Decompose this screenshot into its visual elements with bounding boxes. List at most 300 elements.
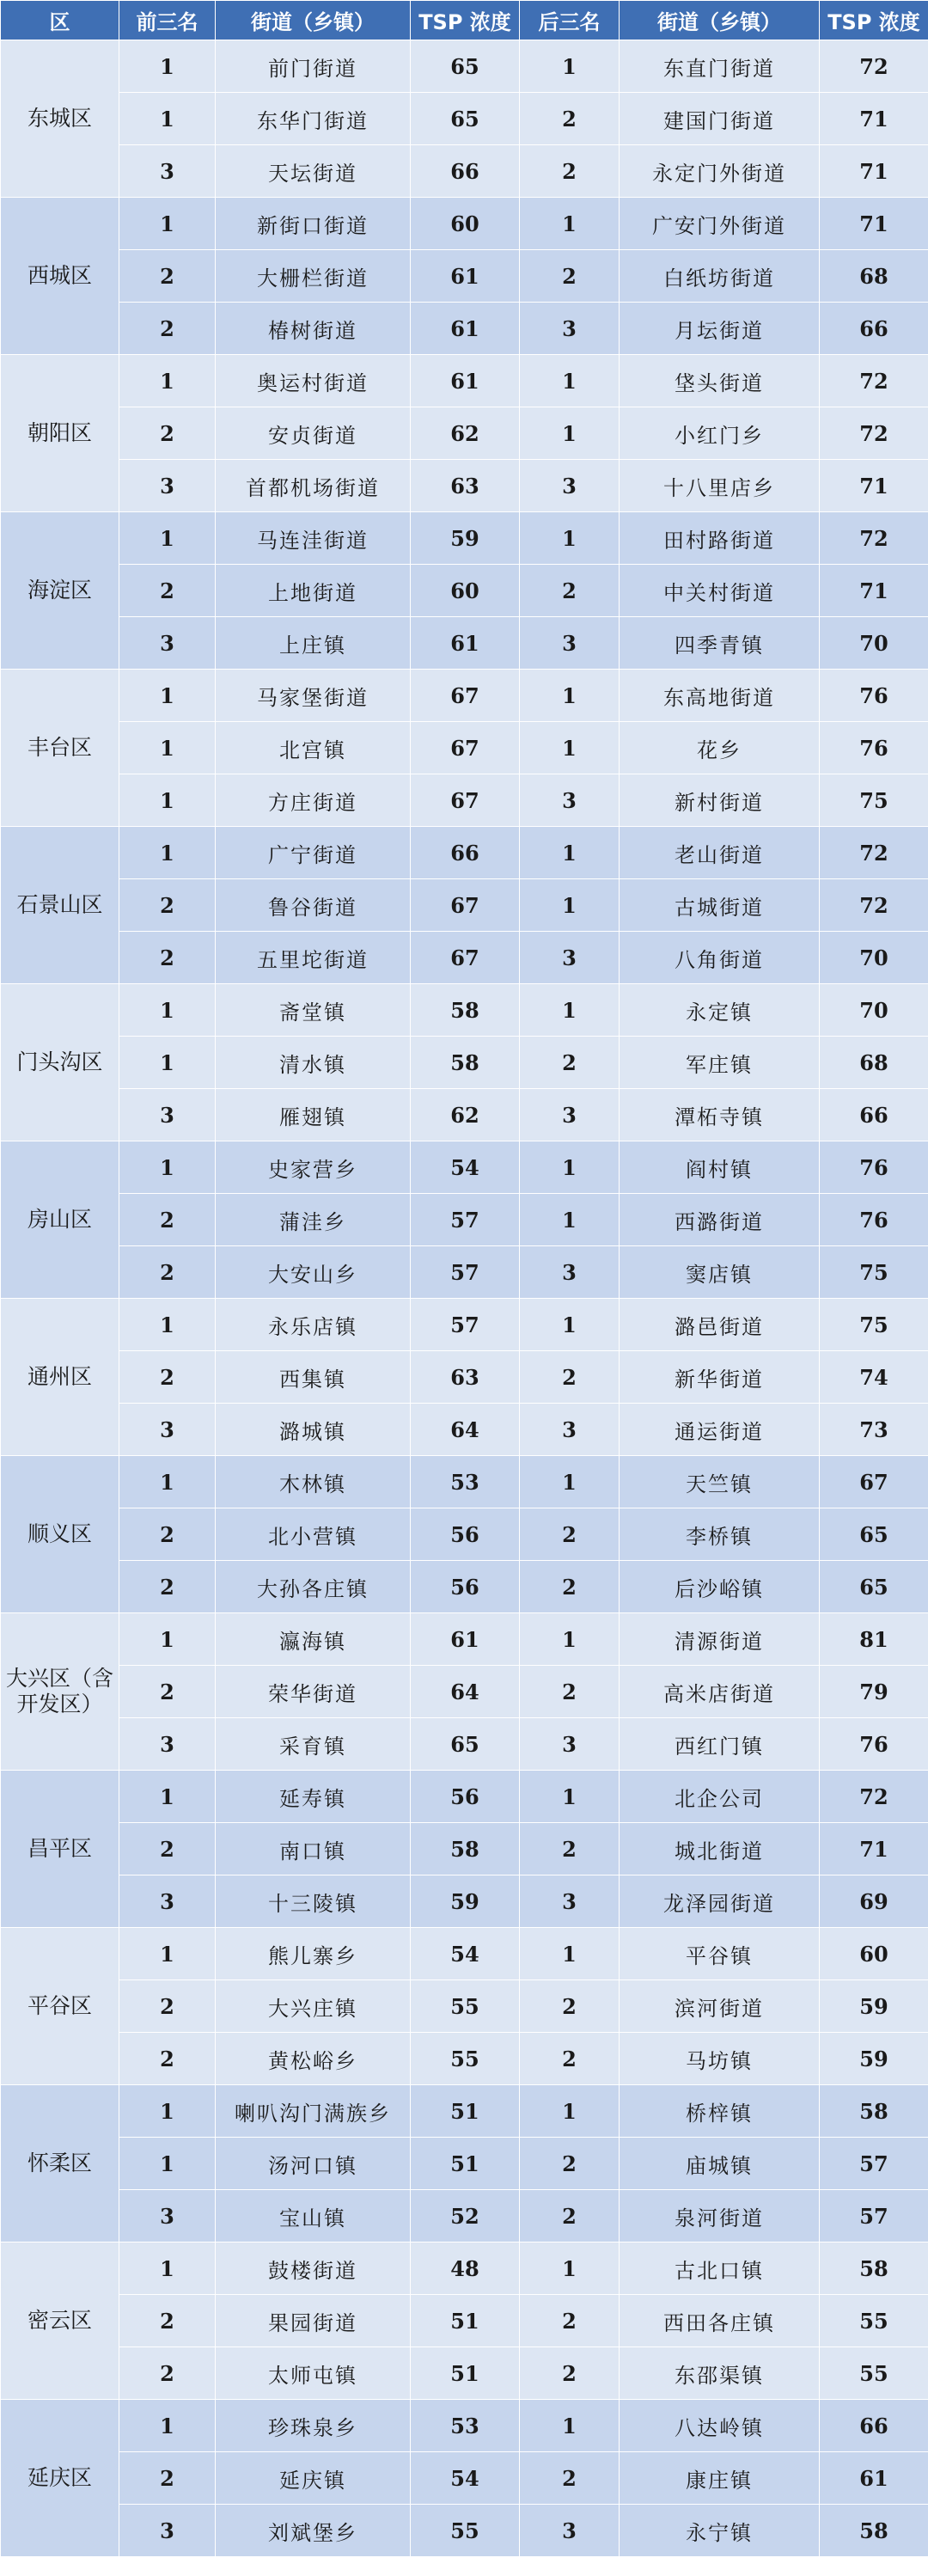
table-row [1,1561,928,1613]
top-tsp-cell: 53 [411,2400,520,2452]
top-tsp-cell: 53 [411,1456,520,1508]
bottom-rank-cell: 2 [520,1351,620,1404]
top-name-cell: 西集镇 [216,1351,411,1404]
top-name-cell: 蒲洼乡 [216,1194,411,1246]
bottom-rank-cell: 1 [520,879,620,932]
top-rank-cell: 2 [119,2295,216,2347]
top-name-cell: 延寿镇 [216,1771,411,1823]
top-name-cell: 太师屯镇 [216,2347,411,2400]
bottom-name-cell: 庙城镇 [620,2138,820,2190]
bottom-rank-cell: 1 [520,2085,620,2138]
top-name-cell: 上庄镇 [216,617,411,670]
bottom-tsp-cell: 58 [820,2243,928,2295]
table-row [1,2400,928,2452]
table-row [1,93,928,145]
bottom-tsp-cell: 58 [820,2085,928,2138]
bottom-rank-cell: 1 [520,2400,620,2452]
district-cell: 丰台区 [1,670,119,827]
top-name-cell: 马连洼街道 [216,512,411,565]
bottom-rank-cell: 2 [520,2190,620,2243]
top-rank-cell: 2 [119,2033,216,2085]
top-name-cell: 五里坨街道 [216,932,411,984]
bottom-tsp-cell: 75 [820,774,928,827]
district-cell: 海淀区 [1,512,119,670]
bottom-name-cell: 永宁镇 [620,2505,820,2557]
bottom-rank-cell: 1 [520,512,620,565]
top-tsp-cell: 61 [411,617,520,670]
bottom-name-cell: 八角街道 [620,932,820,984]
top-rank-cell: 2 [119,1823,216,1875]
bottom-rank-cell: 2 [520,93,620,145]
table-row [1,1037,928,1089]
top-rank-cell: 1 [119,1037,216,1089]
bottom-name-cell: 潞邑街道 [620,1299,820,1351]
top-name-cell: 瀛海镇 [216,1613,411,1666]
bottom-tsp-cell: 61 [820,2452,928,2505]
district-group [1,198,928,355]
top-tsp-cell: 67 [411,670,520,722]
bottom-name-cell: 新华街道 [620,1351,820,1404]
bottom-rank-cell: 3 [520,774,620,827]
top-name-cell: 延庆镇 [216,2452,411,2505]
header-bottom-rank: 后三名 [520,1,620,40]
bottom-tsp-cell: 68 [820,1037,928,1089]
bottom-tsp-cell: 72 [820,407,928,460]
table-row [1,1299,928,1351]
top-rank-cell: 2 [119,1194,216,1246]
district-cell: 怀柔区 [1,2085,119,2243]
top-rank-cell: 3 [119,1404,216,1456]
bottom-tsp-cell: 72 [820,879,928,932]
bottom-tsp-cell: 65 [820,1508,928,1561]
bottom-name-cell: 龙泽园街道 [620,1875,820,1928]
top-rank-cell: 1 [119,198,216,250]
top-rank-cell: 3 [119,145,216,198]
header-top-rank: 前三名 [119,1,216,40]
bottom-name-cell: 新村街道 [620,774,820,827]
bottom-tsp-cell: 59 [820,2033,928,2085]
top-name-cell: 史家营乡 [216,1141,411,1194]
table-row [1,1666,928,1718]
table-row [1,40,928,93]
top-rank-cell: 1 [119,1456,216,1508]
top-tsp-cell: 60 [411,198,520,250]
district-cell: 朝阳区 [1,355,119,512]
bottom-rank-cell: 3 [520,1875,620,1928]
table-row [1,1351,928,1404]
table-row [1,1875,928,1928]
top-tsp-cell: 59 [411,512,520,565]
top-tsp-cell: 55 [411,2505,520,2557]
bottom-tsp-cell: 66 [820,303,928,355]
top-name-cell: 永乐店镇 [216,1299,411,1351]
district-cell: 顺义区 [1,1456,119,1613]
district-group [1,827,928,984]
top-rank-cell: 3 [119,1718,216,1771]
bottom-name-cell: 窦店镇 [620,1246,820,1299]
top-tsp-cell: 62 [411,407,520,460]
top-name-cell: 珍珠泉乡 [216,2400,411,2452]
table-row [1,2505,928,2557]
bottom-rank-cell: 2 [520,1561,620,1613]
top-name-cell: 熊儿寨乡 [216,1928,411,1980]
top-tsp-cell: 54 [411,1928,520,1980]
bottom-rank-cell: 3 [520,1089,620,1141]
top-name-cell: 刘斌堡乡 [216,2505,411,2557]
top-rank-cell: 1 [119,1771,216,1823]
top-tsp-cell: 67 [411,774,520,827]
table-row [1,879,928,932]
top-name-cell: 马家堡街道 [216,670,411,722]
header-top-name: 街道（乡镇） [216,1,411,40]
top-tsp-cell: 51 [411,2347,520,2400]
top-tsp-cell: 64 [411,1404,520,1456]
top-rank-cell: 2 [119,1666,216,1718]
district-group [1,2085,928,2243]
table-row [1,2243,928,2295]
top-rank-cell: 1 [119,2138,216,2190]
bottom-tsp-cell: 55 [820,2295,928,2347]
bottom-tsp-cell: 76 [820,1718,928,1771]
bottom-name-cell: 泉河街道 [620,2190,820,2243]
district-cell: 密云区 [1,2243,119,2400]
top-rank-cell: 2 [119,2347,216,2400]
bottom-name-cell: 西潞街道 [620,1194,820,1246]
top-tsp-cell: 66 [411,827,520,879]
header-bottom-tsp: TSP 浓度 [820,1,928,40]
bottom-name-cell: 白纸坊街道 [620,250,820,303]
bottom-tsp-cell: 76 [820,1194,928,1246]
district-group [1,2243,928,2400]
bottom-name-cell: 中关村街道 [620,565,820,617]
bottom-rank-cell: 1 [520,827,620,879]
top-rank-cell: 1 [119,1141,216,1194]
bottom-rank-cell: 1 [520,722,620,774]
table-row [1,670,928,722]
top-name-cell: 椿树街道 [216,303,411,355]
top-rank-cell: 1 [119,40,216,93]
bottom-tsp-cell: 75 [820,1246,928,1299]
bottom-tsp-cell: 71 [820,460,928,512]
bottom-rank-cell: 1 [520,407,620,460]
bottom-tsp-cell: 57 [820,2138,928,2190]
bottom-tsp-cell: 57 [820,2190,928,2243]
top-tsp-cell: 66 [411,145,520,198]
top-name-cell: 前门街道 [216,40,411,93]
top-rank-cell: 3 [119,2505,216,2557]
bottom-name-cell: 后沙峪镇 [620,1561,820,1613]
district-cell: 东城区 [1,40,119,198]
top-tsp-cell: 58 [411,984,520,1037]
bottom-tsp-cell: 68 [820,250,928,303]
header-top-tsp: TSP 浓度 [411,1,520,40]
top-name-cell: 大安山乡 [216,1246,411,1299]
bottom-name-cell: 桥梓镇 [620,2085,820,2138]
top-rank-cell: 3 [119,460,216,512]
bottom-name-cell: 小红门乡 [620,407,820,460]
top-tsp-cell: 48 [411,2243,520,2295]
bottom-tsp-cell: 66 [820,1089,928,1141]
bottom-name-cell: 永定门外街道 [620,145,820,198]
bottom-tsp-cell: 71 [820,198,928,250]
bottom-rank-cell: 2 [520,250,620,303]
table-row [1,2452,928,2505]
top-rank-cell: 3 [119,617,216,670]
top-rank-cell: 2 [119,303,216,355]
top-rank-cell: 1 [119,774,216,827]
bottom-tsp-cell: 76 [820,1141,928,1194]
bottom-name-cell: 西田各庄镇 [620,2295,820,2347]
table-row [1,145,928,198]
top-rank-cell: 2 [119,1561,216,1613]
top-name-cell: 上地街道 [216,565,411,617]
bottom-name-cell: 月坛街道 [620,303,820,355]
district-group [1,1456,928,1613]
district-group [1,40,928,198]
bottom-name-cell: 平谷镇 [620,1928,820,1980]
top-name-cell: 斋堂镇 [216,984,411,1037]
table-row [1,2033,928,2085]
top-tsp-cell: 67 [411,722,520,774]
bottom-tsp-cell: 81 [820,1613,928,1666]
table-row [1,460,928,512]
top-tsp-cell: 67 [411,932,520,984]
bottom-rank-cell: 2 [520,2295,620,2347]
bottom-name-cell: 军庄镇 [620,1037,820,1089]
bottom-rank-cell: 2 [520,2138,620,2190]
table-row [1,1823,928,1875]
table-row [1,2347,928,2400]
header-district: 区 [1,1,119,40]
top-name-cell: 大兴庄镇 [216,1980,411,2033]
top-tsp-cell: 51 [411,2295,520,2347]
bottom-rank-cell: 1 [520,2243,620,2295]
table-row [1,2138,928,2190]
table-row [1,198,928,250]
header-row [1,1,928,40]
bottom-rank-cell: 1 [520,1194,620,1246]
top-rank-cell: 2 [119,250,216,303]
table-row [1,1613,928,1666]
top-name-cell: 潞城镇 [216,1404,411,1456]
bottom-tsp-cell: 60 [820,1928,928,1980]
bottom-name-cell: 永定镇 [620,984,820,1037]
top-tsp-cell: 58 [411,1037,520,1089]
bottom-tsp-cell: 59 [820,1980,928,2033]
bottom-rank-cell: 2 [520,145,620,198]
table-header [1,1,928,40]
top-rank-cell: 2 [119,1508,216,1561]
district-group [1,512,928,670]
top-tsp-cell: 56 [411,1771,520,1823]
district-group [1,1771,928,1928]
top-tsp-cell: 64 [411,1666,520,1718]
top-tsp-cell: 57 [411,1299,520,1351]
bottom-rank-cell: 2 [520,1037,620,1089]
top-name-cell: 安贞街道 [216,407,411,460]
bottom-name-cell: 田村路街道 [620,512,820,565]
bottom-name-cell: 八达岭镇 [620,2400,820,2452]
bottom-tsp-cell: 72 [820,40,928,93]
district-group [1,1613,928,1771]
bottom-tsp-cell: 75 [820,1299,928,1351]
table-row [1,617,928,670]
bottom-name-cell: 花乡 [620,722,820,774]
top-rank-cell: 1 [119,2400,216,2452]
table-row [1,303,928,355]
bottom-rank-cell: 1 [520,198,620,250]
table-row [1,407,928,460]
bottom-name-cell: 北企公司 [620,1771,820,1823]
district-group [1,984,928,1141]
district-group [1,670,928,827]
top-name-cell: 喇叭沟门满族乡 [216,2085,411,2138]
top-tsp-cell: 54 [411,2452,520,2505]
top-rank-cell: 3 [119,1875,216,1928]
top-rank-cell: 2 [119,932,216,984]
top-rank-cell: 1 [119,2243,216,2295]
table-row [1,827,928,879]
table-row [1,1141,928,1194]
top-name-cell: 南口镇 [216,1823,411,1875]
top-tsp-cell: 51 [411,2085,520,2138]
bottom-rank-cell: 3 [520,2505,620,2557]
top-tsp-cell: 55 [411,1980,520,2033]
table-row [1,722,928,774]
top-name-cell: 鼓楼街道 [216,2243,411,2295]
top-tsp-cell: 57 [411,1246,520,1299]
bottom-tsp-cell: 72 [820,1771,928,1823]
top-rank-cell: 2 [119,1246,216,1299]
top-tsp-cell: 61 [411,355,520,407]
top-name-cell: 广宁街道 [216,827,411,879]
table-row [1,1508,928,1561]
table-row [1,774,928,827]
top-tsp-cell: 61 [411,1613,520,1666]
top-rank-cell: 1 [119,827,216,879]
bottom-tsp-cell: 79 [820,1666,928,1718]
bottom-name-cell: 阎村镇 [620,1141,820,1194]
top-tsp-cell: 63 [411,460,520,512]
bottom-rank-cell: 1 [520,1771,620,1823]
top-tsp-cell: 62 [411,1089,520,1141]
table-row [1,1718,928,1771]
bottom-rank-cell: 1 [520,1928,620,1980]
bottom-name-cell: 建国门街道 [620,93,820,145]
top-name-cell: 大孙各庄镇 [216,1561,411,1613]
top-name-cell: 汤河口镇 [216,2138,411,2190]
district-cell: 石景山区 [1,827,119,984]
table-row [1,1980,928,2033]
top-name-cell: 鲁谷街道 [216,879,411,932]
bottom-rank-cell: 1 [520,670,620,722]
bottom-tsp-cell: 66 [820,2400,928,2452]
top-rank-cell: 1 [119,984,216,1037]
top-rank-cell: 2 [119,1351,216,1404]
top-rank-cell: 2 [119,407,216,460]
top-rank-cell: 1 [119,670,216,722]
table-row [1,512,928,565]
bottom-tsp-cell: 71 [820,565,928,617]
top-tsp-cell: 59 [411,1875,520,1928]
bottom-tsp-cell: 65 [820,1561,928,1613]
district-cell: 延庆区 [1,2400,119,2557]
bottom-name-cell: 十八里店乡 [620,460,820,512]
bottom-tsp-cell: 76 [820,722,928,774]
top-rank-cell: 1 [119,512,216,565]
district-cell: 门头沟区 [1,984,119,1141]
table-row [1,1771,928,1823]
bottom-name-cell: 垡头街道 [620,355,820,407]
bottom-name-cell: 马坊镇 [620,2033,820,2085]
top-tsp-cell: 65 [411,1718,520,1771]
bottom-tsp-cell: 70 [820,984,928,1037]
bottom-rank-cell: 2 [520,1823,620,1875]
table-row [1,1928,928,1980]
bottom-rank-cell: 3 [520,460,620,512]
top-name-cell: 方庄街道 [216,774,411,827]
bottom-tsp-cell: 55 [820,2347,928,2400]
bottom-rank-cell: 2 [520,1508,620,1561]
table-row [1,1194,928,1246]
top-tsp-cell: 61 [411,250,520,303]
top-name-cell: 清水镇 [216,1037,411,1089]
bottom-name-cell: 东高地街道 [620,670,820,722]
bottom-name-cell: 古城街道 [620,879,820,932]
bottom-rank-cell: 2 [520,2347,620,2400]
bottom-rank-cell: 2 [520,1980,620,2033]
bottom-name-cell: 古北口镇 [620,2243,820,2295]
top-tsp-cell: 60 [411,565,520,617]
bottom-tsp-cell: 72 [820,827,928,879]
top-tsp-cell: 65 [411,93,520,145]
top-name-cell: 天坛街道 [216,145,411,198]
bottom-tsp-cell: 71 [820,145,928,198]
top-tsp-cell: 56 [411,1508,520,1561]
bottom-name-cell: 四季青镇 [620,617,820,670]
district-cell: 西城区 [1,198,119,355]
top-name-cell: 大栅栏街道 [216,250,411,303]
district-cell: 通州区 [1,1299,119,1456]
table-row [1,984,928,1037]
bottom-name-cell: 广安门外街道 [620,198,820,250]
bottom-name-cell: 滨河街道 [620,1980,820,2033]
district-group [1,1299,928,1456]
district-cell: 昌平区 [1,1771,119,1928]
bottom-name-cell: 天竺镇 [620,1456,820,1508]
table-row [1,1456,928,1508]
bottom-tsp-cell: 71 [820,93,928,145]
district-group [1,355,928,512]
bottom-name-cell: 通运街道 [620,1404,820,1456]
top-rank-cell: 1 [119,1299,216,1351]
table-row [1,2295,928,2347]
top-rank-cell: 2 [119,879,216,932]
top-name-cell: 果园街道 [216,2295,411,2347]
bottom-name-cell: 清源街道 [620,1613,820,1666]
table-row [1,1404,928,1456]
bottom-rank-cell: 3 [520,1404,620,1456]
table-row [1,2085,928,2138]
top-tsp-cell: 56 [411,1561,520,1613]
bottom-rank-cell: 3 [520,932,620,984]
bottom-rank-cell: 1 [520,1141,620,1194]
bottom-rank-cell: 3 [520,1246,620,1299]
bottom-rank-cell: 2 [520,1666,620,1718]
bottom-name-cell: 李桥镇 [620,1508,820,1561]
top-rank-cell: 1 [119,1613,216,1666]
table-row [1,565,928,617]
